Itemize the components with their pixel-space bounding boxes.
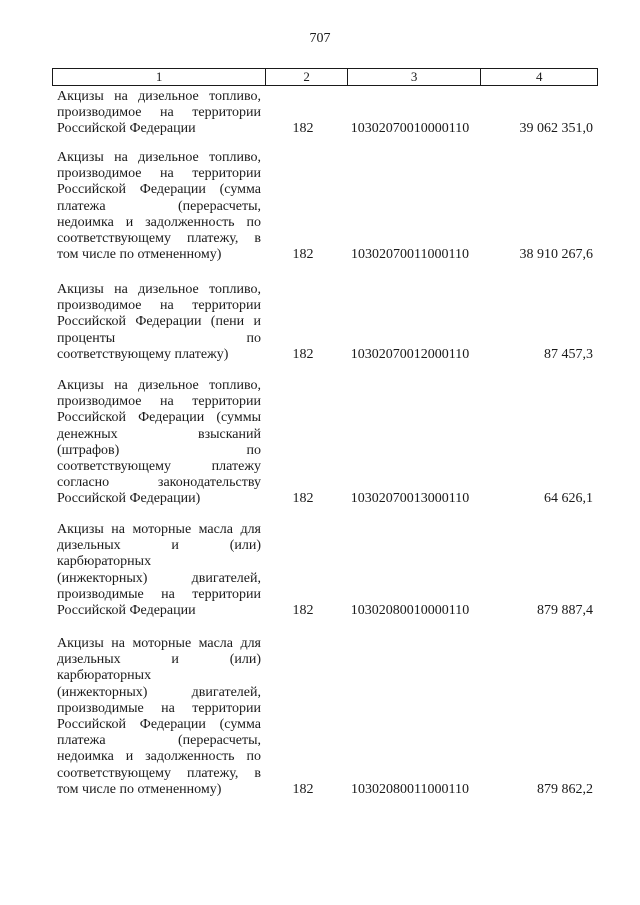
description-line: Акцизы на дизельное топливо, [57, 282, 261, 297]
description-line: Российской Федерации (суммы [57, 410, 261, 426]
description-line: Российской Федерации [57, 121, 196, 137]
row-description [57, 89, 261, 138]
description-line: Российской Федерации (пени и [57, 314, 261, 330]
description-line: производимые на территории [57, 586, 261, 602]
description-line: платежа (перерасчеты, [57, 198, 261, 214]
description-line: (штрафов) по [57, 442, 261, 458]
description-line: Акцизы на моторные масла для [57, 636, 261, 651]
row-code: 182 [292, 491, 314, 507]
row-amount: 879 887,4 [537, 603, 593, 618]
column-header-2: 2 [265, 69, 347, 85]
table-header [52, 68, 598, 86]
row-description [57, 378, 261, 508]
row-description [57, 282, 261, 363]
description-line: (инжекторных) двигателей, [57, 684, 261, 700]
description-line: производимое на территории [57, 394, 261, 410]
row-amount: 87 457,3 [544, 346, 593, 362]
row-code: 182 [292, 603, 314, 618]
column-header-4: 4 [480, 69, 597, 85]
description-line: производимое на территории [57, 298, 261, 314]
description-line: дизельных и (или) [57, 538, 261, 554]
row-kbk: 10302070012000110 [350, 346, 470, 362]
description-line: соответствующему платежу [57, 459, 261, 475]
description-line: Акцизы на дизельное топливо, [57, 378, 261, 393]
row-amount: 64 626,1 [544, 491, 593, 507]
description-line: Акцизы на дизельное топливо, [57, 89, 261, 104]
row-kbk: 10302070013000110 [350, 491, 470, 507]
row-kbk: 10302070010000110 [350, 121, 470, 137]
description-line: Акцизы на дизельное топливо, [57, 150, 261, 165]
description-line: Акцизы на моторные масла для [57, 522, 261, 537]
row-kbk: 10302070011000110 [351, 247, 469, 263]
row-description [57, 150, 261, 263]
row-code: 182 [292, 121, 314, 137]
description-line: соответствующему платежу, в [57, 231, 261, 247]
description-line: том числе по отмененному) [57, 247, 222, 263]
column-header-1: 1 [155, 69, 163, 84]
description-line: платежа (перерасчеты, [57, 733, 261, 749]
description-line: карбюраторных [57, 668, 152, 684]
description-line: соответствующему платежу, в [57, 765, 261, 781]
row-description [57, 636, 261, 798]
row-kbk: 10302080010000110 [350, 603, 470, 618]
description-line: соответствующему платежу) [57, 346, 229, 362]
row-description [57, 522, 261, 619]
description-line: денежных взысканий [57, 426, 261, 442]
description-line: недоимка и задолженность по [57, 749, 261, 765]
description-line: (инжекторных) двигателей, [57, 570, 261, 586]
description-line: дизельных и (или) [57, 652, 261, 668]
row-amount: 38 910 267,6 [519, 247, 593, 263]
description-line: производимое на территории [57, 166, 261, 182]
description-line: Российской Федерации (сумма [57, 717, 261, 733]
description-line: Российской Федерации) [57, 491, 201, 507]
row-code: 182 [292, 781, 314, 797]
row-amount: 39 062 351,0 [519, 121, 593, 137]
page-number: 707 [309, 31, 331, 46]
row-code: 182 [292, 247, 314, 263]
row-amount: 879 862,2 [537, 781, 593, 797]
description-line: том числе по отмененному) [57, 781, 222, 797]
description-line: производимые на территории [57, 700, 261, 716]
description-line: Российской Федерации [57, 603, 196, 619]
description-line: согласно законодательству [57, 475, 261, 491]
row-kbk: 10302080011000110 [351, 781, 469, 797]
description-line: Российской Федерации (сумма [57, 182, 261, 198]
description-line: карбюраторных [57, 554, 152, 570]
description-line: недоимка и задолженность по [57, 214, 261, 230]
column-header-3: 3 [347, 69, 481, 85]
row-code: 182 [292, 346, 314, 362]
description-line: производимое на территории [57, 105, 261, 121]
description-line: проценты по [57, 330, 261, 346]
